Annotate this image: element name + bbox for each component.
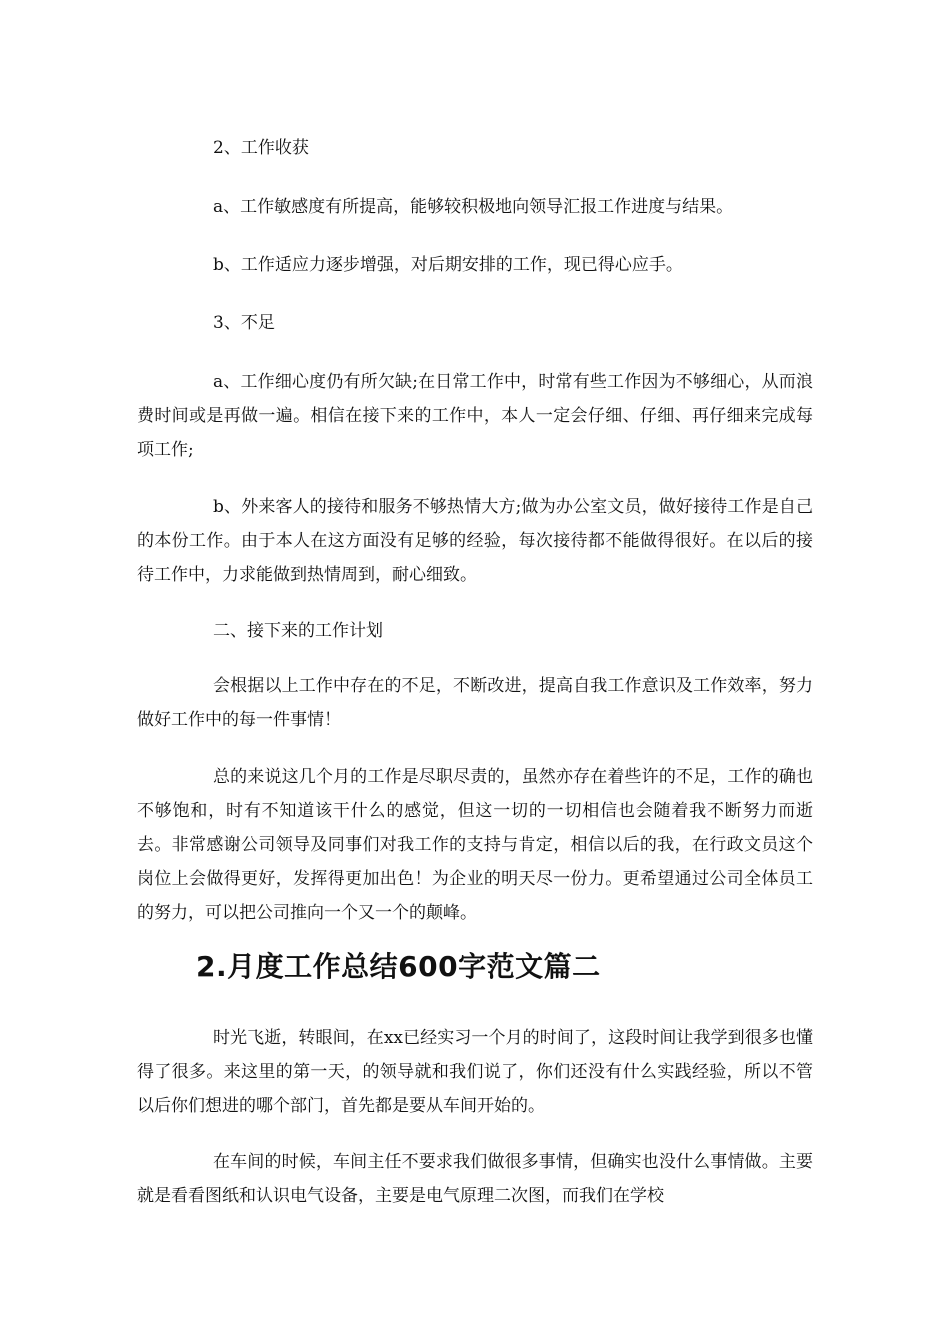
item3-title: 3、不足 [213, 313, 275, 333]
section2-paragraph-2: 在车间的时候，车间主任不要求我们做很多事情，但确实也没什么事情做。主要就是看看图纸和认识电气设备，主要是电气原理二次图，而我们在学校 [137, 1152, 813, 1206]
item2-a-paragraph: a、工作敏感度有所提高，能够较积极地向领导汇报工作进度与结果。 [213, 197, 734, 217]
item2-title: 2、工作收获 [213, 138, 309, 158]
item3-a-paragraph: a、工作细心度仍有所欠缺;在日常工作中，时常有些工作因为不够细心，从而浪费时间或是再做一遍。相信在接下来的工作中，本人一定会仔细、仔细、再仔细来完成每项工作; [137, 372, 813, 460]
item3-b-paragraph: b、外来客人的接待和服务不够热情大方;做为办公室文员，做好接待工作是自己的本份工作。由于本人在这方面没有足够的经验，每次接待都不能做得很好。在以后的接待工作中，力求能做到热情周到，耐心细致。 [137, 497, 813, 585]
plan-title: 二、接下来的工作计划 [213, 621, 383, 641]
section2-paragraph-1: 时光飞逝，转眼间，在xx已经实习一个月的时间了，这段时间让我学到很多也懂得了很多。来这里的第一天，的领导就和我们说了，你们还没有什么实践经验，所以不管以后你们想进的哪个部门，首先都是要从车间开始的。 [137, 1028, 813, 1116]
summary-paragraph: 总的来说这几个月的工作是尽职尽责的，虽然亦存在着些许的不足，工作的确也不够饱和，时有不知道该干什么的感觉，但这一切的一切相信也会随着我不断努力而逝去。非常感谢公司领导及同事们对我工作的支持与肯定，相信以后的我，在行政文员这个岗位上会做得更好，发挥得更加出色！为企业的明天尽一份力。更希望通过公司全体员工的努力，可以把公司推向一个又一个的颠峰。 [137, 767, 813, 923]
section-heading: 2.月度工作总结600字范文篇二 [196, 950, 601, 983]
item2-b-paragraph: b、工作适应力逐步增强，对后期安排的工作，现已得心应手。 [213, 255, 683, 275]
plan-paragraph: 会根据以上工作中存在的不足，不断改进，提高自我工作意识及工作效率，努力做好工作中的每一件事情！ [137, 676, 813, 730]
